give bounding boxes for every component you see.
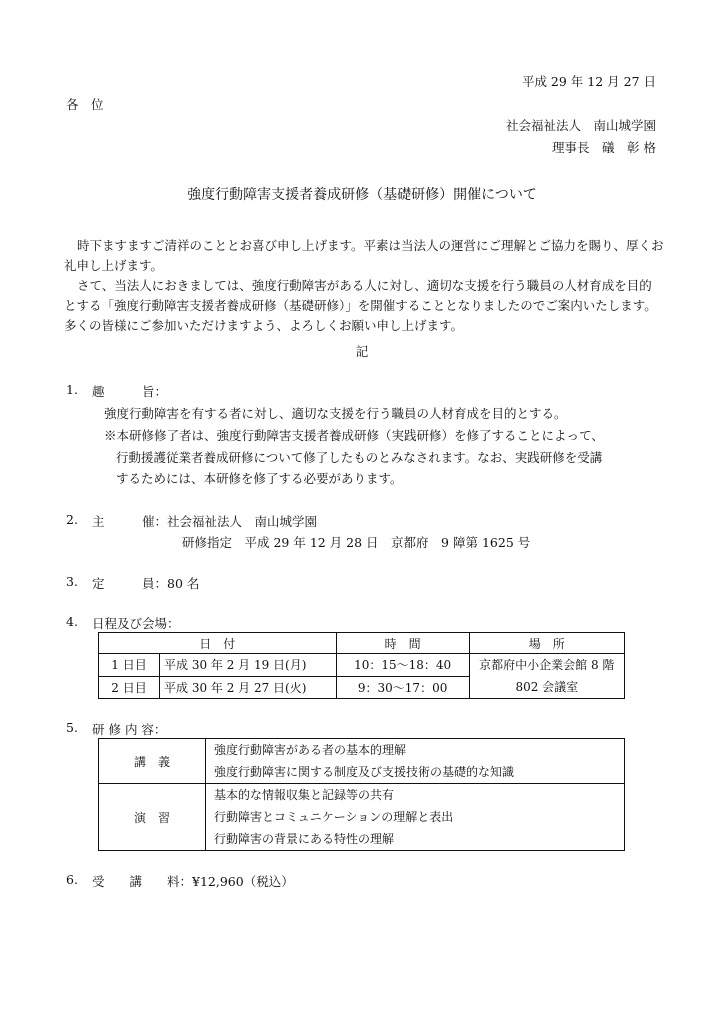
header-time: 時 間 [336,633,469,654]
date-cell: 平成 30 年 2 月 19 日(月) [160,654,337,677]
venue-cell [469,654,624,699]
section-1-label: 趣 旨： [92,384,168,399]
day-label: 1 日目 [99,654,160,677]
document-date: 平成 29 年 12 月 27 日 [521,74,656,89]
section-3-label: 定 員：80 名 [92,576,200,591]
practice-category: 演 習 [99,784,206,851]
recipients: 各 位 [66,97,104,112]
paragraph-announcement: さて、当法人におきましては、強度行動障害がある人に対し、適切な支援を行う職員の人材育成を目的とする「強度行動障害支援者養成研修（基礎研修）」を開催することとなりましたのでご案内いたします。多くの皆様にご参加いただけますよう、よろしくお願い申し上げます。 [64,278,657,333]
section-2-number: 2. [66,512,78,527]
section-1-note-line-3: するためには、本研修を修了する必要があります。 [116,471,403,486]
table-row [99,784,625,851]
list-item: 強度行動障害に関する制度及び支援技術の基礎的な知識 [214,765,515,779]
body-text [64,236,664,336]
section-1-number: 1. [66,382,78,397]
section-3-number: 3. [66,574,78,589]
section-1-note-line-1: ※本研修修了者は、強度行動障害支援者養成研修（実践研修）を修了することによって、 [104,428,604,443]
organization-name: 社会福祉法人 南山城学園 [505,118,656,133]
time-cell: 9：30～17：00 [336,676,469,699]
signer: 理事長 礒 彰 格 [552,140,656,155]
time-cell: 10：15～18：40 [336,654,469,677]
list-item: 行動障害とコミュニケーションの理解と表出 [214,810,454,824]
list-item: 基本的な情報収集と記録等の共有 [214,788,395,802]
date-cell: 平成 30 年 2 月 27 日(火) [160,676,337,699]
section-5-label: 研 修 内 容： [92,722,167,737]
section-5-number: 5. [66,720,78,735]
section-6-number: 6. [66,872,78,887]
schedule-table [98,632,625,699]
section-4-label: 日程及び会場： [92,616,180,631]
section-1-purpose: 強度行動障害を有する者に対し、適切な支援を行う職員の人材育成を目的とする。 [104,406,567,421]
header-date: 日 付 [99,633,337,654]
table-row [99,739,625,784]
lecture-category: 講 義 [99,739,206,784]
venue-name: 京都府中小企業会館 8 階 [479,658,615,672]
header-venue: 場 所 [469,633,624,654]
schedule-header-row [99,633,625,654]
venue-room: 802 会議室 [515,680,579,694]
practice-items [206,784,625,851]
list-item: 強度行動障害がある者の基本的理解 [214,743,407,757]
paragraph-greeting: 時下ますますご清祥のこととお喜び申し上げます。平素は当法人の運営にご理解とご協力を賜り、厚くお礼申し上げます。 [64,238,664,273]
document-title: 強度行動障害支援者養成研修（基礎研修）開催について [187,187,537,203]
section-6-label: 受 講 料：¥12,960（税込） [92,874,294,889]
section-1-note-line-2: 行動援護従業者養成研修について修了したものとみなされます。なお、実践研修を受講 [116,450,603,465]
lecture-items [206,739,625,784]
section-4-number: 4. [66,614,78,629]
section-2-designation: 研修指定 平成 29 年 12 月 28 日 京都府 9 障第 1625 号 [182,535,531,550]
section-2-label: 主 催：社会福祉法人 南山城学園 [92,514,318,529]
ki-mark: 記 [355,344,369,359]
list-item: 行動障害の背景にある特性の理解 [214,832,395,846]
content-table [98,738,625,851]
day-label: 2 日目 [99,676,160,699]
table-row [99,654,625,677]
